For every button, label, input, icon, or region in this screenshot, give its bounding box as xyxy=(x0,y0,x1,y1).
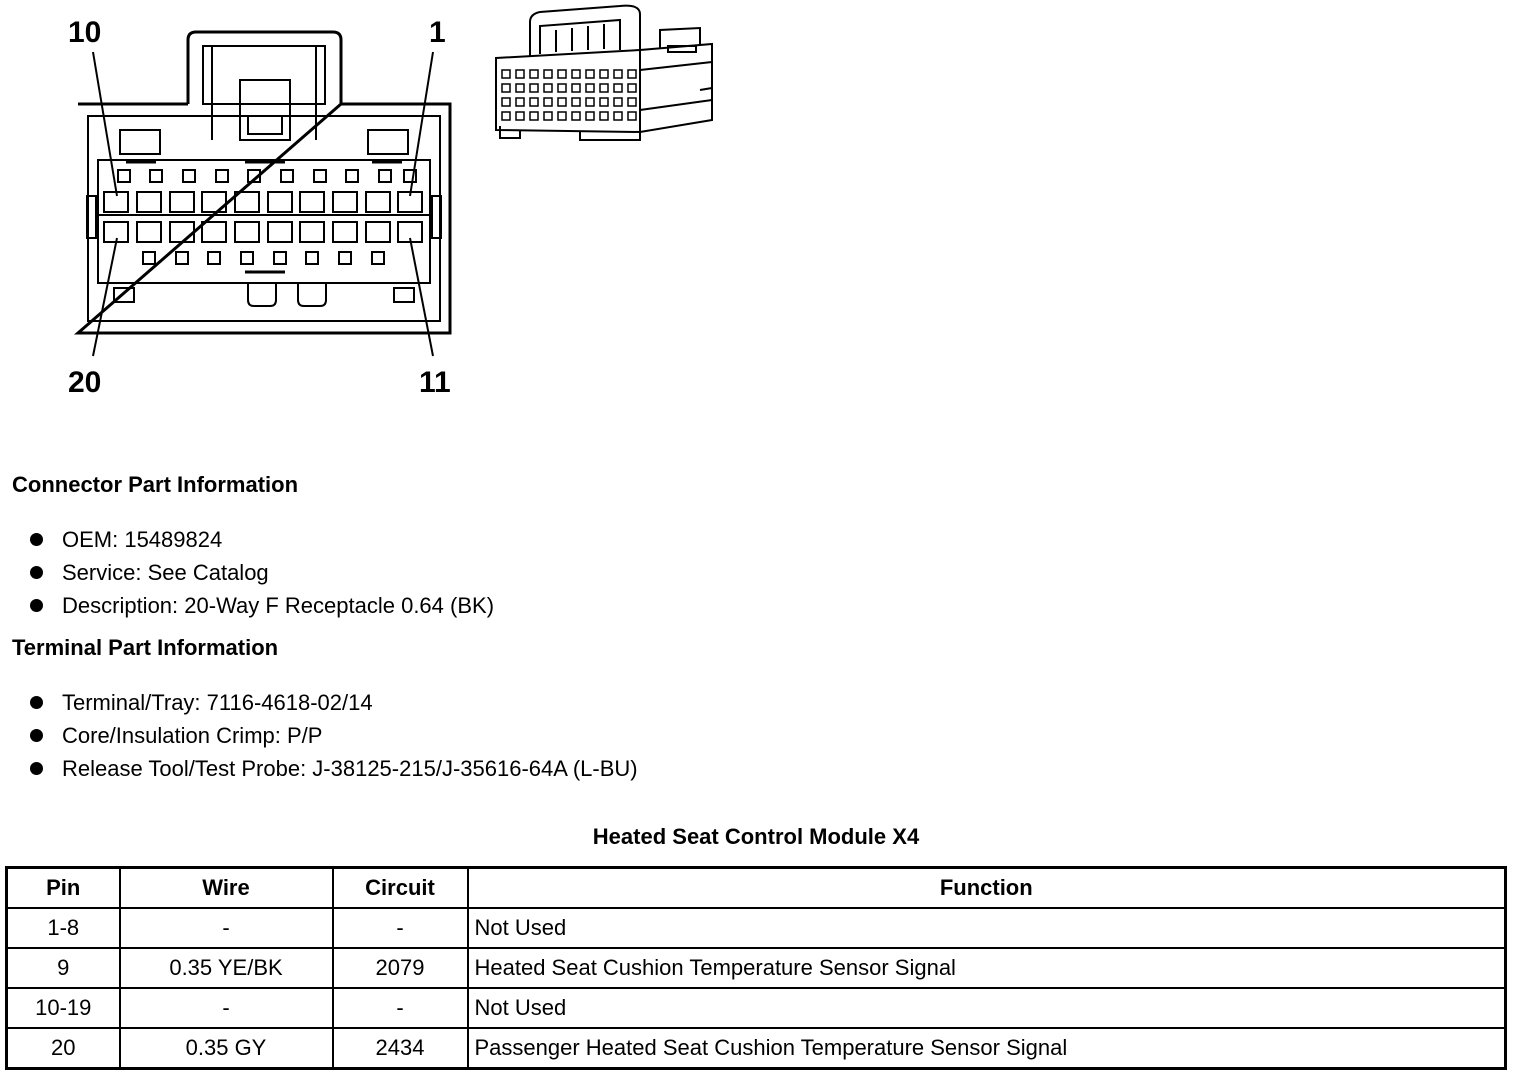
list-item xyxy=(30,559,494,592)
pin-table xyxy=(5,866,1507,1070)
bullet-icon xyxy=(30,762,43,775)
bullet-icon xyxy=(30,729,43,742)
list-item xyxy=(30,689,638,722)
pin-label-20: 20 xyxy=(68,366,102,399)
terminal-tray: Terminal/Tray: 7116-4618-02/14 xyxy=(62,690,373,715)
connector-diagram xyxy=(0,0,760,410)
pin-label-1: 1 xyxy=(429,16,446,49)
terminal-part-info-list xyxy=(30,689,638,788)
pin-label-11: 11 xyxy=(419,366,451,399)
table-row xyxy=(7,908,1506,948)
circuit-cell: - xyxy=(333,908,468,948)
wire-cell: 0.35 YE/BK xyxy=(120,948,333,988)
column-header-circuit: Circuit xyxy=(333,868,468,909)
list-item xyxy=(30,526,494,559)
table-row xyxy=(7,948,1506,988)
pin-table-title: Heated Seat Control Module X4 xyxy=(592,824,920,849)
bullet-icon xyxy=(30,566,43,579)
wire-cell: - xyxy=(120,988,333,1028)
table-row xyxy=(7,988,1506,1028)
list-item xyxy=(30,722,638,755)
pin-label-10: 10 xyxy=(68,16,102,49)
function-cell: Not Used xyxy=(468,908,1506,948)
function-cell: Not Used xyxy=(468,988,1506,1028)
terminal-part-info-heading: Terminal Part Information xyxy=(12,635,279,660)
bullet-icon xyxy=(30,599,43,612)
connector-service: Service: See Catalog xyxy=(62,560,269,585)
list-item xyxy=(30,755,638,788)
pin-cell: 20 xyxy=(7,1028,120,1069)
release-tool-test-probe: Release Tool/Test Probe: J-38125-215/J-35616-64A (L-BU) xyxy=(62,756,638,781)
column-header-wire: Wire xyxy=(120,868,333,909)
table-header-row xyxy=(7,868,1506,909)
circuit-cell: 2079 xyxy=(333,948,468,988)
bullet-icon xyxy=(30,696,43,709)
wire-cell: 0.35 GY xyxy=(120,1028,333,1069)
connector-part-info-list xyxy=(30,526,494,625)
column-header-function: Function xyxy=(468,868,1506,909)
circuit-cell: 2434 xyxy=(333,1028,468,1069)
core-insulation-crimp: Core/Insulation Crimp: P/P xyxy=(62,723,323,748)
pin-cell: 9 xyxy=(7,948,120,988)
pin-leader-lines xyxy=(93,52,433,356)
circuit-cell: - xyxy=(333,988,468,1028)
column-header-pin: Pin xyxy=(7,868,120,909)
connector-face-drawing xyxy=(78,32,450,333)
connector-part-info-heading: Connector Part Information xyxy=(12,472,299,497)
table-row xyxy=(7,1028,1506,1069)
function-cell: Passenger Heated Seat Cushion Temperature Sensor Signal xyxy=(468,1028,1506,1069)
bullet-icon xyxy=(30,533,43,546)
connector-3d-pin-grid xyxy=(502,70,636,120)
connector-description: Description: 20-Way F Receptacle 0.64 (BK) xyxy=(62,593,495,618)
connector-oem: OEM: 15489824 xyxy=(62,527,223,552)
pin-cell: 1-8 xyxy=(7,908,120,948)
wire-cell: - xyxy=(120,908,333,948)
function-cell: Heated Seat Cushion Temperature Sensor Signal xyxy=(468,948,1506,988)
list-item xyxy=(30,592,494,625)
pin-cell: 10-19 xyxy=(7,988,120,1028)
